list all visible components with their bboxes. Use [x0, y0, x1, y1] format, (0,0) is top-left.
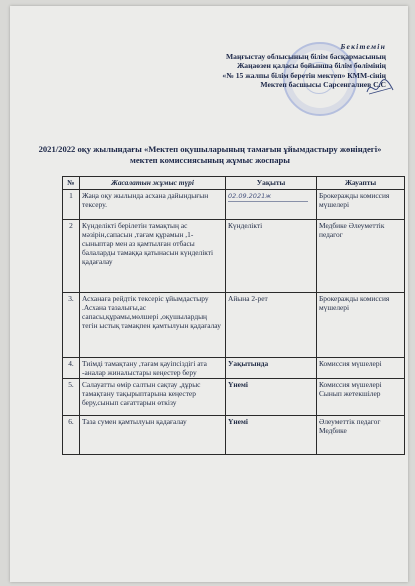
row-work: Таза сумен қамтылуын қадағалау [80, 416, 226, 455]
header-work: Жасалатын жұмыс түрі [80, 177, 226, 190]
row-number: 6. [63, 416, 80, 455]
row-number: 2 [63, 220, 80, 293]
row-number: 1 [63, 190, 80, 220]
row-number: 4. [63, 358, 80, 379]
row-work: Тиімді тамақтану ,тағам қауіпсіздігі ата -аналар жиналыстары кеңестер беру [80, 358, 226, 379]
row-responsible: Медбике Әлеуметтік педагог [317, 220, 405, 293]
table-row [63, 379, 405, 416]
row-time [226, 190, 317, 220]
header-number: № [63, 177, 80, 190]
row-time: Күнделікті [226, 220, 317, 293]
table-row [63, 220, 405, 293]
row-responsible: Комиссия мүшелері [317, 358, 405, 379]
approval-header: Бекітемін [340, 42, 386, 51]
table-row [63, 293, 405, 358]
row-work: Жаңа оқу жылында асхана дайындығын тексеру. [80, 190, 226, 220]
row-work: Салауатты өмір салтын сақтау ,дұрыс тамақтану тақырыптарына кеңестер беру,сынып сағаттарын өткізу [80, 379, 226, 416]
approval-line: Маңғыстау облысының білім басқармасының [226, 51, 386, 61]
row-responsible: Брокеражды комиссия мүшелері [317, 190, 405, 220]
row-work: Асханаға рейдтік тексеріс ұйымдастыру .Асхана тазалығы,ас сапасы,құрамы,мөлшері ,оқушылардың тегін ыстық тамақпен қамтылуын қадағалау [80, 293, 226, 358]
row-number: 3. [63, 293, 80, 358]
row-time: Айына 2-рет [226, 293, 317, 358]
table-row [63, 416, 405, 455]
row-responsible: Комиссия мүшелері Сынып жетекшілер [317, 379, 405, 416]
table-row [63, 190, 405, 220]
row-time: Үнемі [226, 416, 317, 455]
work-plan-table [62, 176, 405, 455]
header-time: Уақыты [226, 177, 317, 190]
row-work: Күнделікті берілетін тамақтың ас мәзірін,сапасын ,тағам құрамын ,1-сыныптар мен аз қамтылған отбасы балаларды тамаққа қатынасын күнделікті қадағалау [80, 220, 226, 293]
table-row [63, 358, 405, 379]
approval-line: Мектеп басшысы Сарсенгалиев С.С [260, 80, 386, 90]
row-responsible: Брокеражды комиссия мүшелері [317, 293, 405, 358]
header-responsible: Жауапты [317, 177, 405, 190]
approval-block [136, 42, 386, 90]
row-time: Үнемі [226, 379, 317, 416]
row-responsible: Әлеуметтік педагог Медбике [317, 416, 405, 455]
approval-line: «№ 15 жалпы білім беретін мектеп» КММ-сінің [222, 70, 386, 80]
document-page [10, 6, 408, 582]
table-header-row [63, 177, 405, 190]
approval-line: Жаңаөзен қаласы бойынша білім бөлімінің [236, 61, 386, 71]
document-title: 2021/2022 оқу жылындағы «Мектеп оқушыларының тамағын ұйымдастыру жөніндегі» мектеп комиссиясының жұмыс жоспары [38, 144, 382, 165]
handwritten-date: 02.09.2021ж [228, 192, 308, 202]
row-time: Уақытында [226, 358, 317, 379]
row-number: 5. [63, 379, 80, 416]
